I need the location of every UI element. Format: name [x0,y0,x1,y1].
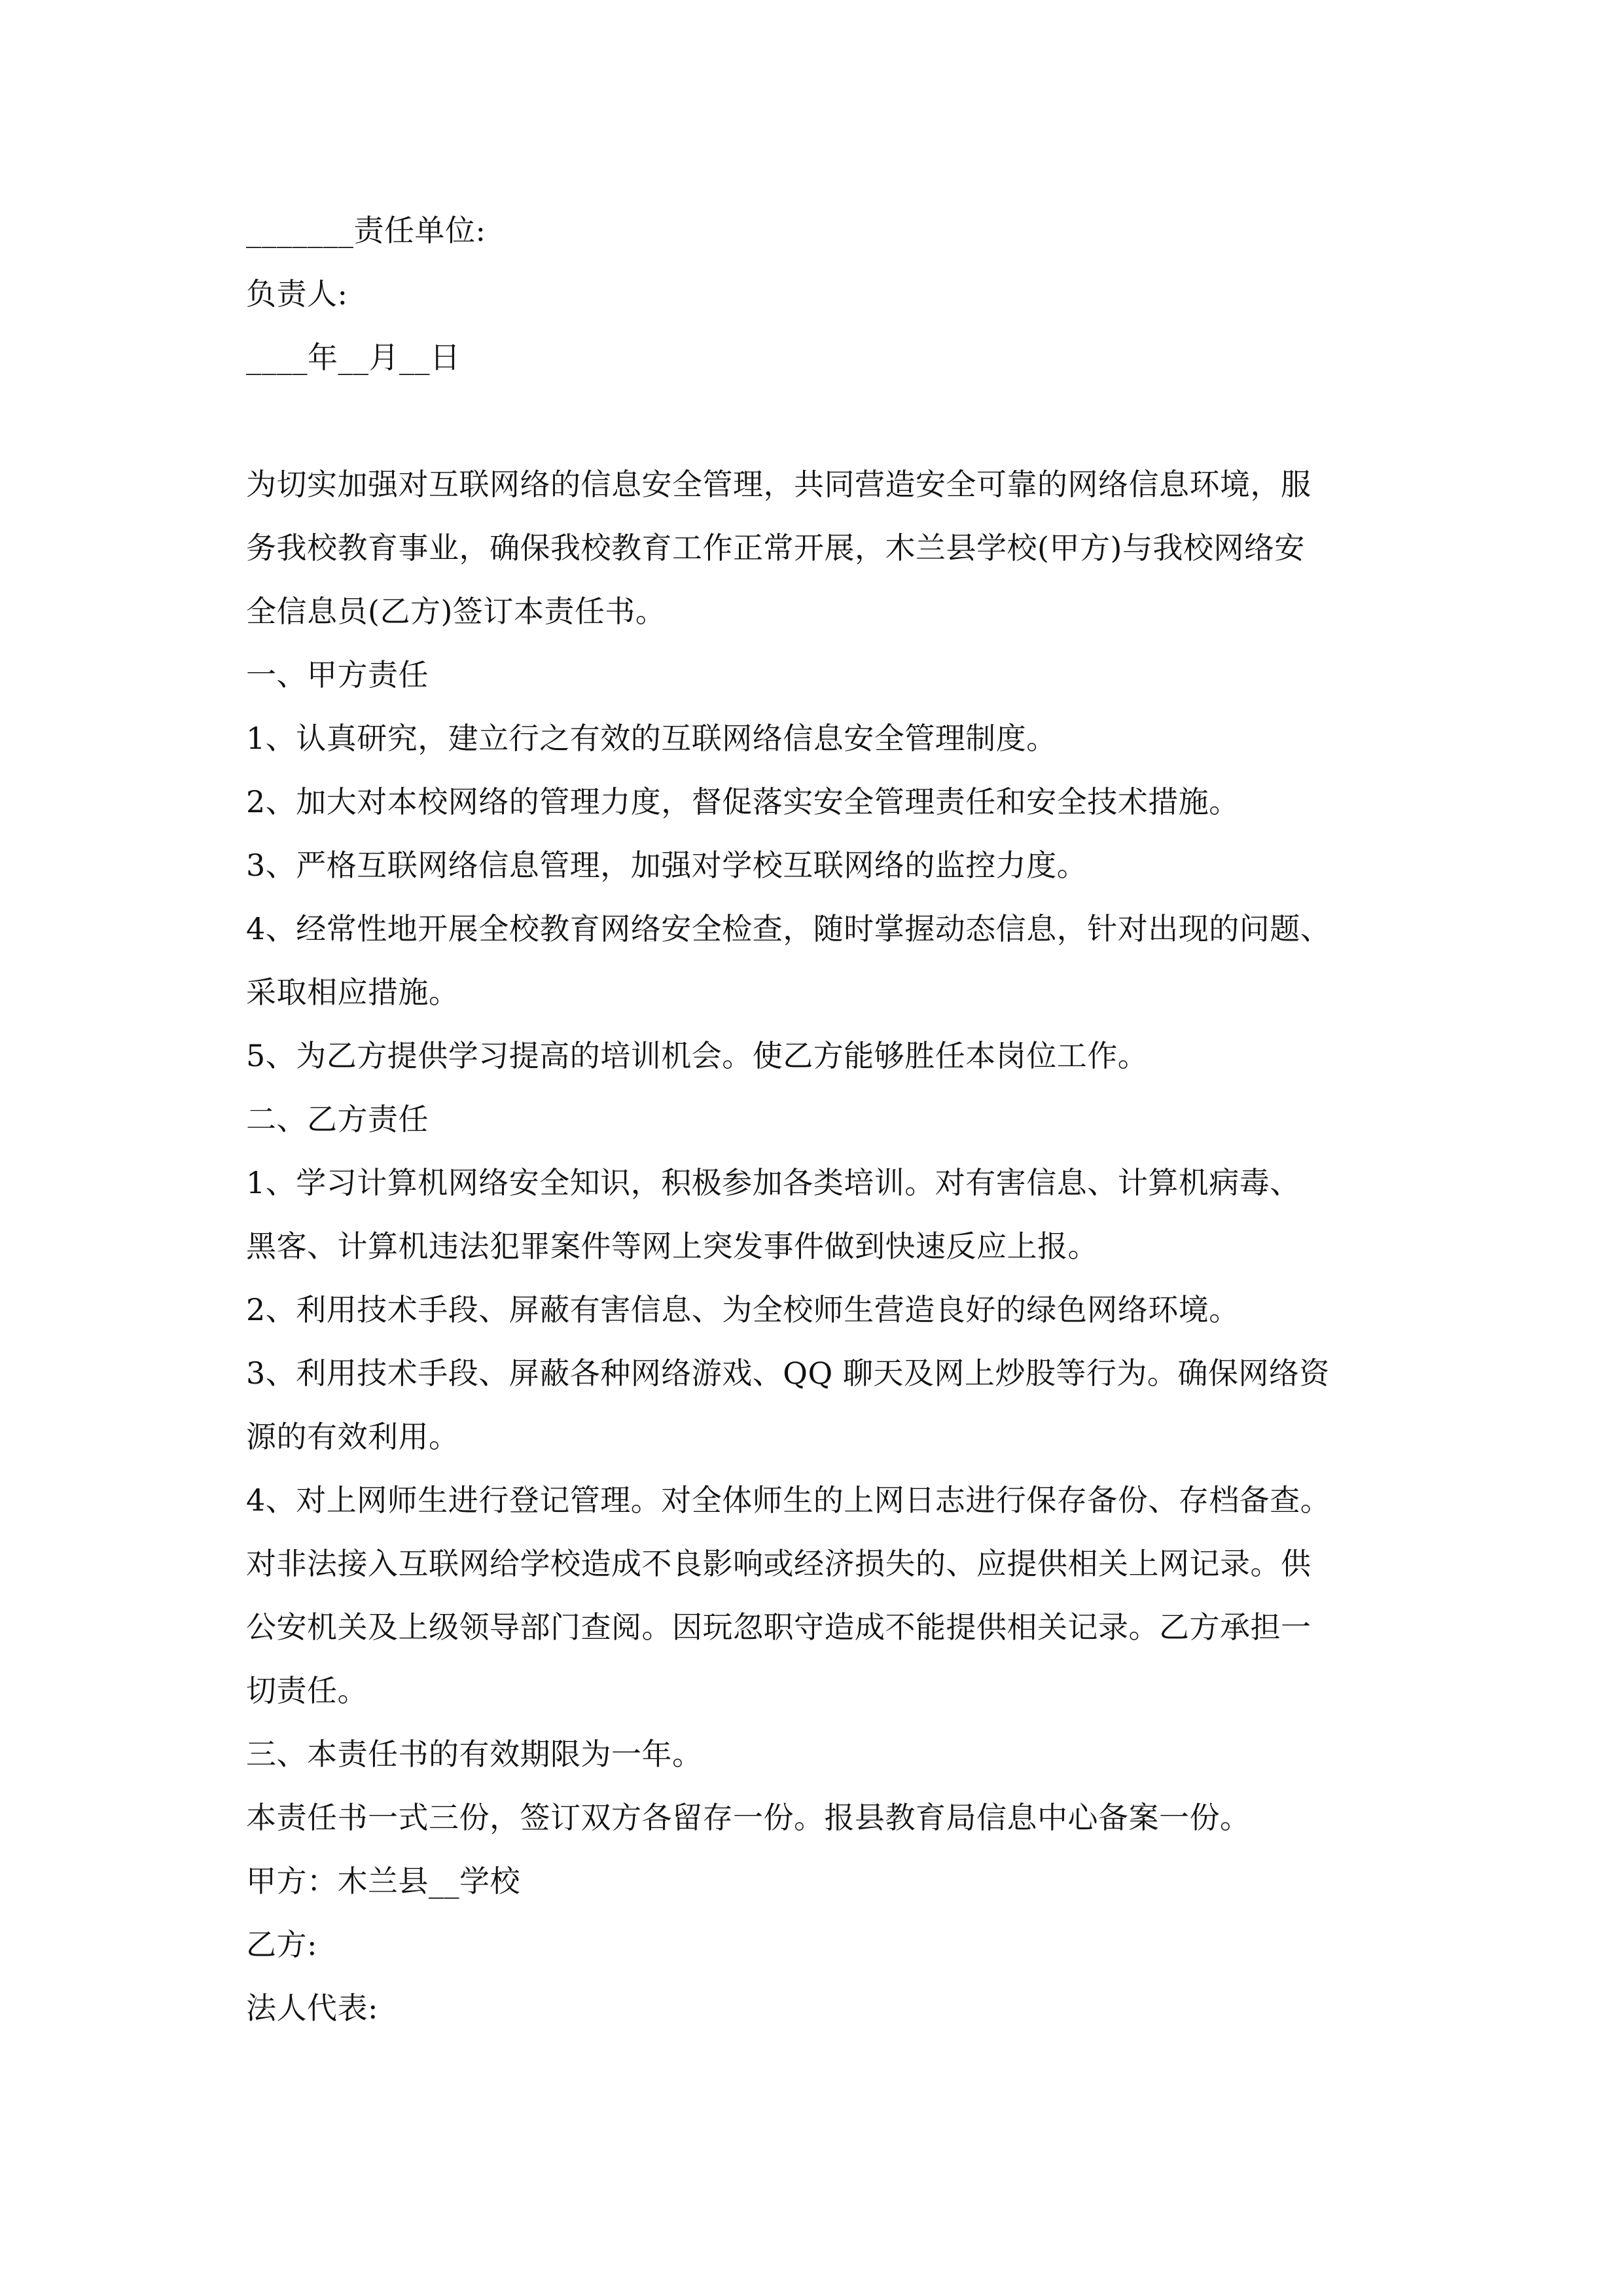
intro-line: 务我校教育事业，确保我校教育工作正常开展，木兰县学校(甲方)与我校网络安 [246,530,1305,565]
party-a-signature: 甲方：木兰县__学校 [246,1863,520,1899]
responsible-unit-line: _______责任单位: [246,213,486,248]
copies-statement: 本责任书一式三份，签订双方各留存一份。报县教育局信息中心备案一份。 [246,1800,1251,1835]
responsible-person-line: 负责人: [246,276,348,312]
section-b-item-4 [246,1469,1398,1723]
section-a-item-4-line: 采取相应措施。 [246,975,459,1010]
section-b-item-3-line: 3、利用技术手段、屏蔽各种网络游戏、QQ 聊天及网上炒股等行为。确保网络资 [246,1355,1330,1391]
section-a-item-2: 2、加大对本校网络的管理力度，督促落实安全管理责任和安全技术措施。 [246,784,1240,819]
section-a-item-4-line: 4、经常性地开展全校教育网络安全检查，随时掌握动态信息，针对出现的问题、 [246,911,1331,946]
section-b-item-4-line: 4、对上网师生进行登记管理。对全体师生的上网日志进行保存备份、存档备查。 [246,1482,1331,1518]
section-b-item-4-line: 对非法接入互联网给学校造成不良影响或经济损失的、应提供相关上网记录。供 [246,1546,1311,1581]
section-a-item-3: 3、严格互联网络信息管理，加强对学校互联网络的监控力度。 [246,848,1088,883]
section-b-item-4-line: 切责任。 [246,1673,368,1708]
intro-line: 全信息员(乙方)签订本责任书。 [246,594,666,629]
section-a-item-5: 5、为乙方提供学习提高的培训机会。使乙方能够胜任本岗位工作。 [246,1038,1149,1073]
section-a-heading: 一、甲方责任 [246,657,429,692]
party-b-signature: 乙方: [246,1927,317,1962]
section-a-item-1: 1、认真研究，建立行之有效的互联网络信息安全管理制度。 [246,721,1057,756]
section-b-item-1-line: 1、学习计算机网络安全知识，积极参加各类培训。对有害信息、计算机病毒、 [246,1165,1300,1200]
section-a-item-4 [246,897,1398,1024]
section-b-heading: 二、乙方责任 [246,1102,429,1137]
section-b-item-3 [246,1342,1398,1469]
section-b-item-3-line: 源的有效利用。 [246,1419,459,1454]
section-c-heading: 三、本责任书的有效期限为一年。 [246,1736,703,1772]
section-b-item-1 [246,1151,1398,1278]
section-b-item-2: 2、利用技术手段、屏蔽有害信息、为全校师生营造良好的绿色网络环境。 [246,1292,1240,1327]
intro-line: 为切实加强对互联网络的信息安全管理，共同营造安全可靠的网络信息环境，服 [246,467,1311,502]
section-b-item-4-line: 公安机关及上级领导部门查阅。因玩忽职守造成不能提供相关记录。乙方承担一 [246,1609,1311,1645]
section-b-item-1-line: 黑客、计算机违法犯罪案件等网上突发事件做到快速反应上报。 [246,1229,1098,1264]
intro-paragraph [246,453,1398,643]
legal-representative-signature: 法人代表: [246,1990,378,2026]
date-line: ____年__月__日 [246,340,461,375]
